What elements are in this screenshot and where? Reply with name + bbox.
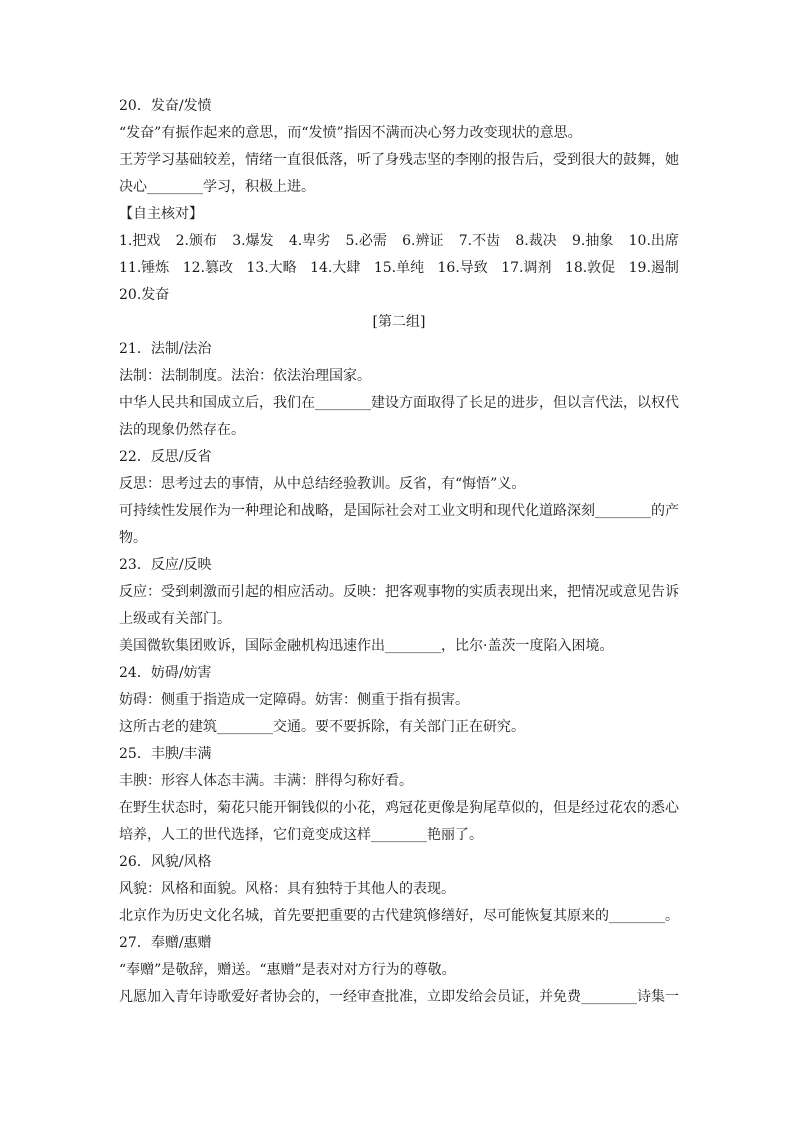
item-27-exercise: 凡愿加入青年诗歌爱好者协会的，一经审查批准，立即发给会员证，并免费________诗集一 <box>119 989 679 1005</box>
item-26-definition: 风貌：风格和面貌。风格：具有独特于其他人的表现。 <box>119 881 455 897</box>
item-23-heading: 23．反应/反映 <box>119 557 212 573</box>
item-21-definition: 法制：法制制度。法治：依法治理国家。 <box>119 368 371 384</box>
item-22-definition: 反思：思考过去的事情，从中总结经验教训。反省，有“悔悟”义。 <box>119 476 526 492</box>
answer-4: 4.卑劣 <box>288 233 331 249</box>
answer-row-2 <box>119 255 679 282</box>
item-27-definition: “奉赠”是敬辞，赠送。“惠赠”是表对对方行为的尊敬。 <box>119 962 456 978</box>
item-24-heading: 24．妨碍/妨害 <box>119 665 212 681</box>
item-24-definition: 妨碍：侧重于指造成一定障碍。妨害：侧重于指有损害。 <box>119 692 469 708</box>
item-26-heading: 26．风貌/风格 <box>119 854 212 870</box>
answer-14: 14.大肆 <box>310 260 361 276</box>
item-25-definition: 丰腴：形容人体态丰满。丰满：胖得匀称好看。 <box>119 773 413 789</box>
answer-18: 18.敦促 <box>564 260 616 276</box>
answer-2: 2.颁布 <box>175 233 217 249</box>
answer-19: 19.遏制 <box>628 260 679 276</box>
item-20-exercise-line-2: 决心________学习，积极上进。 <box>119 179 315 195</box>
item-23-definition-line-1: 反应：受到刺激而引起的相应活动。反映：把客观事物的实质表现出来，把情况或意见告诉 <box>119 584 679 600</box>
item-23-definition-line-2: 上级或有关部门。 <box>119 611 231 627</box>
item-20-heading: 20．发奋/发愤 <box>119 98 212 114</box>
item-25-exercise-line-2: 培养，人工的世代选择，它们竟变成这样________艳丽了。 <box>119 827 483 843</box>
item-21-heading: 21．法制/法治 <box>119 341 212 357</box>
item-22-exercise-line-2: 物。 <box>119 530 147 546</box>
group-title: [第二组] <box>372 314 426 330</box>
answer-row-1 <box>119 228 679 255</box>
item-25-heading: 25．丰腴/丰满 <box>119 746 212 762</box>
answer-5: 5.必需 <box>345 233 387 249</box>
answer-13: 13.大略 <box>246 260 297 276</box>
answer-16: 16.导致 <box>437 260 488 276</box>
answer-1: 1.把戏 <box>119 233 161 249</box>
item-24-exercise: 这所古老的建筑________交通。要不要拆除，有关部门正在研究。 <box>119 719 525 735</box>
answer-12: 12.篡改 <box>182 260 233 276</box>
item-22-heading: 22．反思/反省 <box>119 449 212 465</box>
answer-6: 6.辨证 <box>402 233 444 249</box>
answer-11: 11.锤炼 <box>119 260 170 276</box>
item-20-exercise-line-1: 王芳学习基础较差，情绪一直很低落，听了身残志坚的李刚的报告后，受到很大的鼓舞，她 <box>119 152 679 168</box>
item-21-exercise-line-2: 法的现象仍然存在。 <box>119 422 245 438</box>
answer-9: 9.抽象 <box>572 233 614 249</box>
answer-10: 10.出席 <box>628 233 679 249</box>
item-21-exercise-line-1: 中华人民共和国成立后，我们在________建设方面取得了长足的进步，但以言代法，以权代 <box>119 395 679 411</box>
item-26-exercise: 北京作为历史文化名城，首先要把重要的古代建筑修缮好，尽可能恢复其原来的________。 <box>119 908 679 924</box>
answer-row-3: 20.发奋 <box>119 287 170 303</box>
item-22-exercise-line-1: 可持续性发展作为一种理论和战略，是国际社会对工业文明和现代化道路深刻________的产 <box>119 503 679 519</box>
item-25-exercise-line-1: 在野生状态时，菊花只能开铜钱似的小花，鸡冠花更像是狗尾草似的，但是经过花农的悉心 <box>119 800 679 816</box>
answer-15: 15.单纯 <box>373 260 425 276</box>
answer-3: 3.爆发 <box>232 233 274 249</box>
item-27-heading: 27．奉赠/惠赠 <box>119 935 212 951</box>
answer-17: 17.调剂 <box>501 260 552 276</box>
item-20-definition: “发奋”有振作起来的意思，而“发愤”指因不满而决心努力改变现状的意思。 <box>119 125 582 141</box>
self-check-heading: 【自主核对】 <box>119 206 203 222</box>
answer-8: 8.裁决 <box>515 233 557 249</box>
item-23-exercise: 美国微软集团败诉，国际金融机构迅速作出________，比尔·盖茨一度陷入困境。 <box>119 638 614 654</box>
answer-7: 7.不齿 <box>458 233 501 249</box>
document-body <box>119 93 679 1011</box>
